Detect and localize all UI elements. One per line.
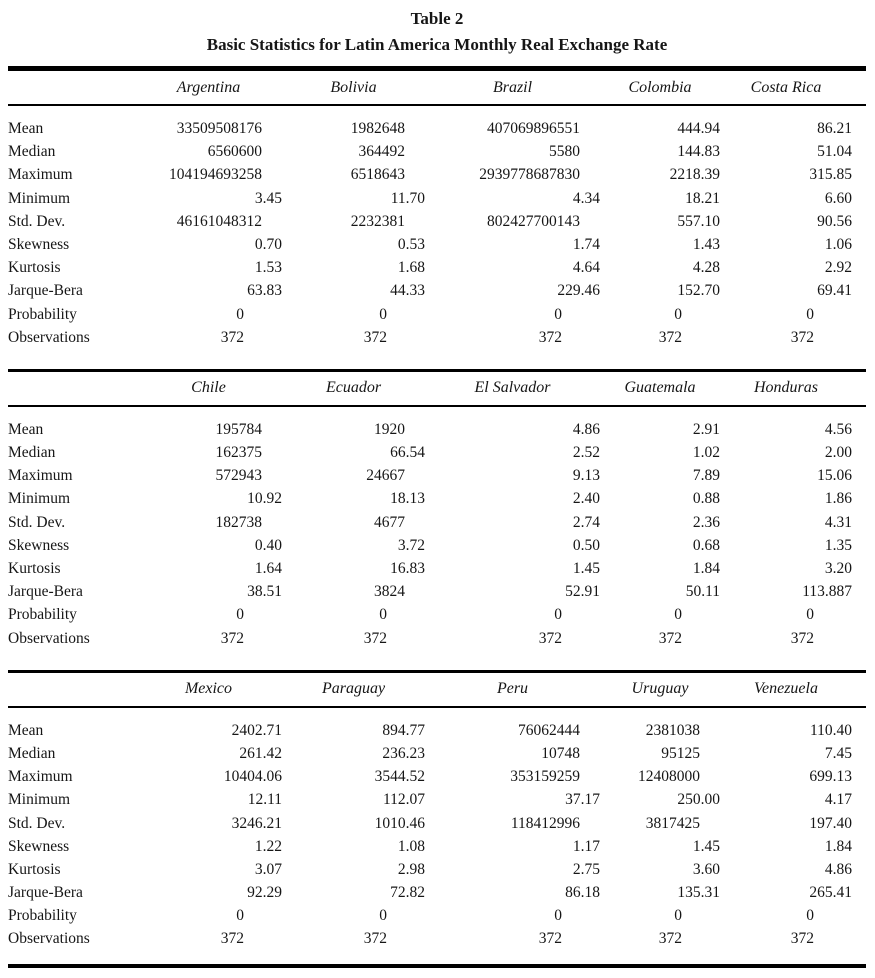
value-cell: 4.34 bbox=[572, 189, 600, 207]
value-cell: 4.86 bbox=[572, 420, 600, 438]
value-cell: 182738 bbox=[215, 513, 262, 531]
column-header: Argentina bbox=[176, 78, 241, 96]
value-cell: 0.68 bbox=[692, 536, 720, 554]
value-cell: 76062444 bbox=[518, 721, 580, 739]
value-cell: 2381038 bbox=[645, 721, 700, 739]
value-cell: 3.20 bbox=[824, 560, 852, 577]
row-label: Jarque-Bera bbox=[8, 583, 83, 601]
statistics-table bbox=[8, 71, 866, 964]
value-cell: 0 bbox=[806, 305, 814, 323]
value-cell: 69.41 bbox=[817, 282, 852, 300]
value-cell: 1.43 bbox=[692, 235, 720, 253]
row-label: Minimum bbox=[8, 490, 71, 508]
value-cell: 0 bbox=[806, 907, 814, 925]
value-cell: 3.72 bbox=[397, 536, 425, 554]
value-cell: 15.06 bbox=[817, 467, 852, 485]
value-cell: 0 bbox=[379, 305, 387, 323]
value-cell: 18.13 bbox=[390, 490, 425, 508]
value-cell: 3.07 bbox=[254, 860, 282, 878]
value-cell: 372 bbox=[790, 930, 814, 948]
value-cell: 1.06 bbox=[824, 235, 852, 253]
value-cell: 86.21 bbox=[817, 120, 852, 137]
table-row bbox=[8, 835, 866, 858]
value-cell: 3544.52 bbox=[374, 768, 425, 786]
bottom-rule bbox=[8, 964, 866, 968]
value-cell: 1.74 bbox=[572, 235, 600, 253]
table-row bbox=[8, 858, 866, 881]
value-cell: 261.42 bbox=[239, 744, 282, 762]
table-row bbox=[8, 140, 866, 163]
row-label: Observations bbox=[8, 629, 90, 647]
value-cell: 372 bbox=[363, 629, 387, 647]
row-label: Skewness bbox=[8, 536, 70, 554]
row-label: Std. Dev. bbox=[8, 814, 66, 832]
table-row bbox=[8, 163, 866, 186]
row-label: Kurtosis bbox=[8, 860, 61, 878]
value-cell: 0 bbox=[236, 907, 244, 925]
value-cell: 6560600 bbox=[207, 143, 262, 161]
value-cell: 7.89 bbox=[692, 467, 720, 485]
column-header: Bolivia bbox=[330, 78, 377, 96]
column-header: Costa Rica bbox=[750, 78, 822, 96]
row-label: Observations bbox=[8, 328, 90, 346]
row-label: Minimum bbox=[8, 791, 71, 809]
row-label: Observations bbox=[8, 930, 90, 948]
value-cell: 2.75 bbox=[572, 860, 600, 878]
table-row bbox=[8, 303, 866, 326]
table-row bbox=[8, 187, 866, 210]
value-cell: 1.17 bbox=[572, 837, 600, 855]
value-cell: 372 bbox=[363, 930, 387, 948]
column-header: Chile bbox=[191, 379, 226, 397]
value-cell: 0 bbox=[379, 606, 387, 624]
value-cell: 0.40 bbox=[254, 536, 282, 554]
value-cell: 37.17 bbox=[565, 791, 600, 809]
value-cell: 0.53 bbox=[397, 235, 425, 253]
value-cell: 0.50 bbox=[572, 536, 600, 554]
value-cell: 2232381 bbox=[350, 212, 405, 230]
column-header: Peru bbox=[496, 680, 529, 698]
value-cell: 24667 bbox=[366, 467, 405, 485]
row-label: Maximum bbox=[8, 768, 73, 786]
table-row bbox=[8, 627, 866, 650]
value-cell: 38.51 bbox=[247, 583, 282, 601]
value-cell: 2.00 bbox=[824, 444, 852, 462]
value-cell: 1.84 bbox=[824, 837, 852, 855]
row-label: Probability bbox=[8, 606, 77, 624]
panel-3 bbox=[8, 673, 866, 964]
value-cell: 4.86 bbox=[824, 860, 852, 878]
value-cell: 315.85 bbox=[809, 166, 852, 184]
value-cell: 10748 bbox=[541, 744, 580, 762]
value-cell: 162375 bbox=[215, 444, 262, 462]
value-cell: 444.94 bbox=[677, 120, 720, 137]
row-label: Kurtosis bbox=[8, 560, 61, 577]
value-cell: 0 bbox=[554, 606, 562, 624]
value-cell: 50.11 bbox=[685, 583, 720, 601]
value-cell: 11.70 bbox=[390, 189, 425, 207]
value-cell: 66.54 bbox=[390, 444, 425, 462]
panel-2 bbox=[8, 372, 866, 673]
column-header: Uruguay bbox=[631, 680, 689, 698]
table-number: Table 2 bbox=[410, 9, 464, 28]
table-row bbox=[8, 233, 866, 256]
row-label: Median bbox=[8, 143, 56, 161]
column-header: Brazil bbox=[492, 78, 533, 96]
table-row bbox=[8, 788, 866, 811]
value-cell: 1.53 bbox=[254, 259, 282, 277]
value-cell: 372 bbox=[538, 328, 562, 346]
value-cell: 46161048312 bbox=[176, 212, 262, 230]
row-label: Median bbox=[8, 744, 56, 762]
table-row bbox=[8, 279, 866, 302]
value-cell: 372 bbox=[658, 328, 682, 346]
row-label: Mean bbox=[8, 721, 44, 739]
table-row bbox=[8, 511, 866, 534]
row-label: Maximum bbox=[8, 467, 73, 485]
row-label: Mean bbox=[8, 420, 44, 438]
value-cell: 372 bbox=[363, 328, 387, 346]
value-cell: 0.88 bbox=[692, 490, 720, 508]
value-cell: 0 bbox=[806, 606, 814, 624]
value-cell: 12.11 bbox=[247, 791, 282, 809]
table-row bbox=[8, 418, 866, 441]
value-cell: 2.92 bbox=[824, 259, 852, 277]
value-cell: 1.35 bbox=[824, 536, 852, 554]
value-cell: 10.92 bbox=[247, 490, 282, 508]
row-label: Probability bbox=[8, 907, 77, 925]
table-title bbox=[8, 6, 866, 58]
table-row bbox=[8, 881, 866, 904]
value-cell: 1.86 bbox=[824, 490, 852, 508]
value-cell: 372 bbox=[538, 930, 562, 948]
header-row bbox=[8, 71, 866, 104]
panel-1 bbox=[8, 71, 866, 372]
value-cell: 1.84 bbox=[692, 560, 720, 577]
value-cell: 372 bbox=[220, 328, 244, 346]
value-cell: 3817425 bbox=[645, 814, 700, 832]
value-cell: 0 bbox=[674, 606, 682, 624]
value-cell: 9.13 bbox=[572, 467, 600, 485]
value-cell: 1.45 bbox=[572, 560, 600, 577]
value-cell: 7.45 bbox=[824, 744, 852, 762]
value-cell: 110.40 bbox=[809, 721, 852, 739]
value-cell: 2.52 bbox=[572, 444, 600, 462]
row-label: Skewness bbox=[8, 837, 70, 855]
row-label: Kurtosis bbox=[8, 259, 61, 277]
value-cell: 2.74 bbox=[572, 513, 600, 531]
value-cell: 1920 bbox=[374, 420, 405, 438]
table-row bbox=[8, 765, 866, 788]
row-label: Skewness bbox=[8, 235, 70, 253]
value-cell: 44.33 bbox=[390, 282, 425, 300]
table-row bbox=[8, 904, 866, 927]
value-cell: 4.31 bbox=[824, 513, 852, 531]
value-cell: 0 bbox=[674, 305, 682, 323]
table-row bbox=[8, 927, 866, 950]
value-cell: 372 bbox=[658, 629, 682, 647]
column-header: Mexico bbox=[184, 680, 233, 698]
row-label: Std. Dev. bbox=[8, 513, 66, 531]
panel-body bbox=[8, 407, 866, 670]
value-cell: 265.41 bbox=[809, 884, 852, 902]
value-cell: 6.60 bbox=[824, 189, 852, 207]
value-cell: 2.98 bbox=[397, 860, 425, 878]
value-cell: 195784 bbox=[215, 420, 262, 438]
value-cell: 0 bbox=[554, 907, 562, 925]
value-cell: 0 bbox=[674, 907, 682, 925]
row-label: Maximum bbox=[8, 166, 73, 184]
value-cell: 894.77 bbox=[382, 721, 425, 739]
column-header: Paraguay bbox=[321, 680, 386, 698]
table-row bbox=[8, 464, 866, 487]
value-cell: 86.18 bbox=[565, 884, 600, 902]
table-row bbox=[8, 256, 866, 279]
value-cell: 1.45 bbox=[692, 837, 720, 855]
value-cell: 3.60 bbox=[692, 860, 720, 878]
column-header: Guatemala bbox=[624, 379, 696, 397]
row-label: Mean bbox=[8, 120, 44, 137]
value-cell: 118412996 bbox=[510, 814, 580, 832]
header-row bbox=[8, 372, 866, 405]
value-cell: 104194693258 bbox=[169, 166, 262, 184]
value-cell: 2218.39 bbox=[669, 166, 720, 184]
value-cell: 4.64 bbox=[572, 259, 600, 277]
value-cell: 372 bbox=[538, 629, 562, 647]
value-cell: 0.70 bbox=[254, 235, 282, 253]
row-label: Minimum bbox=[8, 189, 71, 207]
value-cell: 0 bbox=[236, 305, 244, 323]
value-cell: 1.22 bbox=[254, 837, 282, 855]
table-row bbox=[8, 326, 866, 349]
value-cell: 2.91 bbox=[692, 420, 720, 438]
row-label: Jarque-Bera bbox=[8, 282, 83, 300]
value-cell: 236.23 bbox=[382, 744, 425, 762]
value-cell: 112.07 bbox=[382, 791, 425, 809]
value-cell: 3246.21 bbox=[231, 814, 282, 832]
value-cell: 5580 bbox=[549, 143, 580, 161]
value-cell: 90.56 bbox=[817, 212, 852, 230]
value-cell: 113.887 bbox=[802, 583, 852, 601]
value-cell: 557.10 bbox=[677, 212, 720, 230]
value-cell: 372 bbox=[220, 930, 244, 948]
value-cell: 18.21 bbox=[685, 189, 720, 207]
table-row bbox=[8, 534, 866, 557]
value-cell: 10404.06 bbox=[223, 768, 282, 786]
value-cell: 0 bbox=[379, 907, 387, 925]
value-cell: 1982648 bbox=[350, 120, 405, 137]
value-cell: 229.46 bbox=[557, 282, 600, 300]
value-cell: 407069896551 bbox=[487, 120, 580, 137]
table-row bbox=[8, 117, 866, 140]
value-cell: 353159259 bbox=[510, 768, 580, 786]
value-cell: 1.64 bbox=[254, 560, 282, 577]
value-cell: 6518643 bbox=[350, 166, 405, 184]
column-header: Ecuador bbox=[325, 379, 382, 397]
value-cell: 2402.71 bbox=[231, 721, 282, 739]
value-cell: 63.83 bbox=[247, 282, 282, 300]
value-cell: 12408000 bbox=[638, 768, 700, 786]
row-label: Probability bbox=[8, 305, 77, 323]
value-cell: 2939778687830 bbox=[479, 166, 580, 184]
column-header: Venezuela bbox=[754, 680, 818, 698]
value-cell: 372 bbox=[790, 629, 814, 647]
value-cell: 364492 bbox=[358, 143, 405, 161]
value-cell: 144.83 bbox=[677, 143, 720, 161]
row-label: Std. Dev. bbox=[8, 212, 66, 230]
column-header: Colombia bbox=[628, 78, 692, 96]
row-label: Median bbox=[8, 444, 56, 462]
value-cell: 4.28 bbox=[692, 259, 720, 277]
value-cell: 3824 bbox=[374, 583, 405, 601]
value-cell: 250.00 bbox=[677, 791, 720, 809]
value-cell: 4.17 bbox=[824, 791, 852, 809]
value-cell: 1.08 bbox=[397, 837, 425, 855]
table-row bbox=[8, 580, 866, 603]
value-cell: 72.82 bbox=[390, 884, 425, 902]
value-cell: 4.56 bbox=[824, 420, 852, 438]
table-row bbox=[8, 487, 866, 510]
value-cell: 2.40 bbox=[572, 490, 600, 508]
table-caption: Basic Statistics for Latin America Monthly Real Exchange Rate bbox=[206, 35, 668, 54]
value-cell: 372 bbox=[658, 930, 682, 948]
value-cell: 802427700143 bbox=[487, 212, 580, 230]
value-cell: 372 bbox=[220, 629, 244, 647]
column-header: Honduras bbox=[753, 379, 818, 397]
value-cell: 135.31 bbox=[677, 884, 720, 902]
panel-body bbox=[8, 106, 866, 369]
value-cell: 197.40 bbox=[809, 814, 852, 832]
row-label: Jarque-Bera bbox=[8, 884, 83, 902]
value-cell: 95125 bbox=[661, 744, 700, 762]
value-cell: 3.45 bbox=[254, 189, 282, 207]
value-cell: 1.68 bbox=[397, 259, 425, 277]
value-cell: 372 bbox=[790, 328, 814, 346]
value-cell: 2.36 bbox=[692, 513, 720, 531]
value-cell: 52.91 bbox=[565, 583, 600, 601]
value-cell: 152.70 bbox=[677, 282, 720, 300]
value-cell: 572943 bbox=[215, 467, 262, 485]
table-row bbox=[8, 812, 866, 835]
table-row bbox=[8, 603, 866, 626]
value-cell: 51.04 bbox=[817, 143, 852, 161]
table-row bbox=[8, 441, 866, 464]
value-cell: 16.83 bbox=[390, 560, 425, 577]
panel-body bbox=[8, 708, 866, 964]
value-cell: 0 bbox=[236, 606, 244, 624]
value-cell: 699.13 bbox=[809, 768, 852, 786]
value-cell: 4677 bbox=[374, 513, 405, 531]
value-cell: 0 bbox=[554, 305, 562, 323]
value-cell: 33509508176 bbox=[176, 120, 262, 137]
table-row bbox=[8, 742, 866, 765]
table-row bbox=[8, 557, 866, 580]
table-row bbox=[8, 719, 866, 742]
column-header: El Salvador bbox=[474, 379, 551, 397]
value-cell: 1.02 bbox=[692, 444, 720, 462]
value-cell: 1010.46 bbox=[374, 814, 425, 832]
table-row bbox=[8, 210, 866, 233]
header-row bbox=[8, 673, 866, 706]
value-cell: 92.29 bbox=[247, 884, 282, 902]
